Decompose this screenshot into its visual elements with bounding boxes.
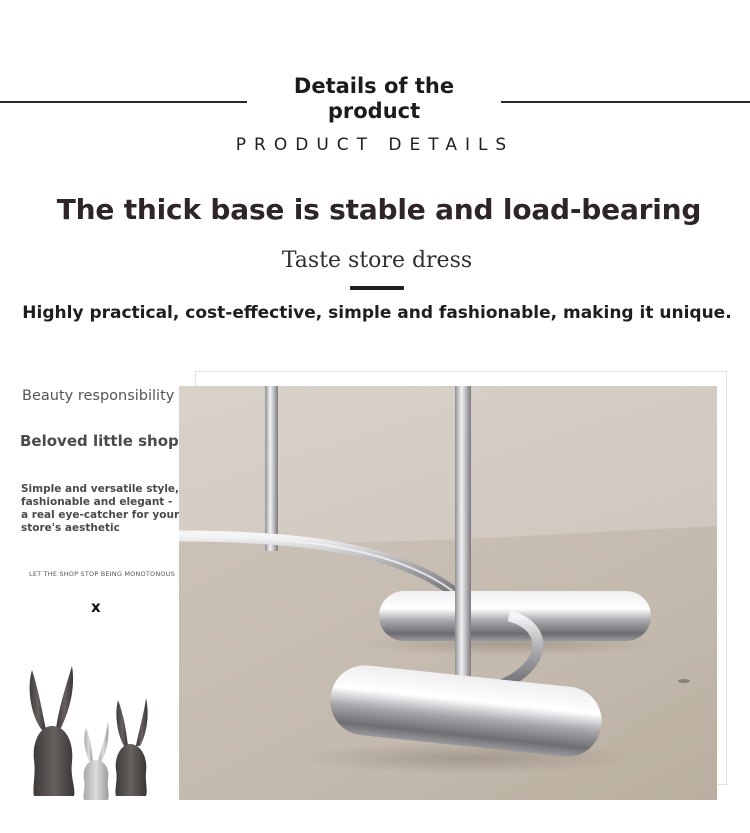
sidebar-mark: x: [91, 598, 101, 616]
tagline-underline: [350, 286, 404, 290]
sidebar-line-beauty: Beauty responsibility: [22, 388, 175, 404]
section-subtitle: PRODUCT DETAILS: [235, 135, 515, 155]
headline: The thick base is stable and load-bearing: [56, 193, 702, 226]
bunny-medium: [115, 698, 147, 796]
bunny-small: [83, 722, 108, 800]
bunny-large: [30, 666, 75, 796]
sidebar-line-shop: Beloved little shop: [20, 432, 179, 450]
title-rule-left: [0, 101, 247, 103]
tagline: Taste store dress: [281, 248, 473, 273]
sidebar-line-style: Simple and versatile style, fashionable and elegant - a real eye-catcher for your store's aesthetic: [21, 483, 180, 534]
bunny-figurines-image: [20, 660, 160, 802]
title-rule-right: [501, 101, 750, 103]
sidebar-line-monotonous: LET THE SHOP STOP BEING MONOTONOUS: [29, 570, 176, 578]
description: Highly practical, cost-effective, simple and fashionable, making it unique.: [22, 303, 732, 323]
section-title: Details of the product: [293, 74, 455, 123]
product-photo: [179, 386, 717, 800]
